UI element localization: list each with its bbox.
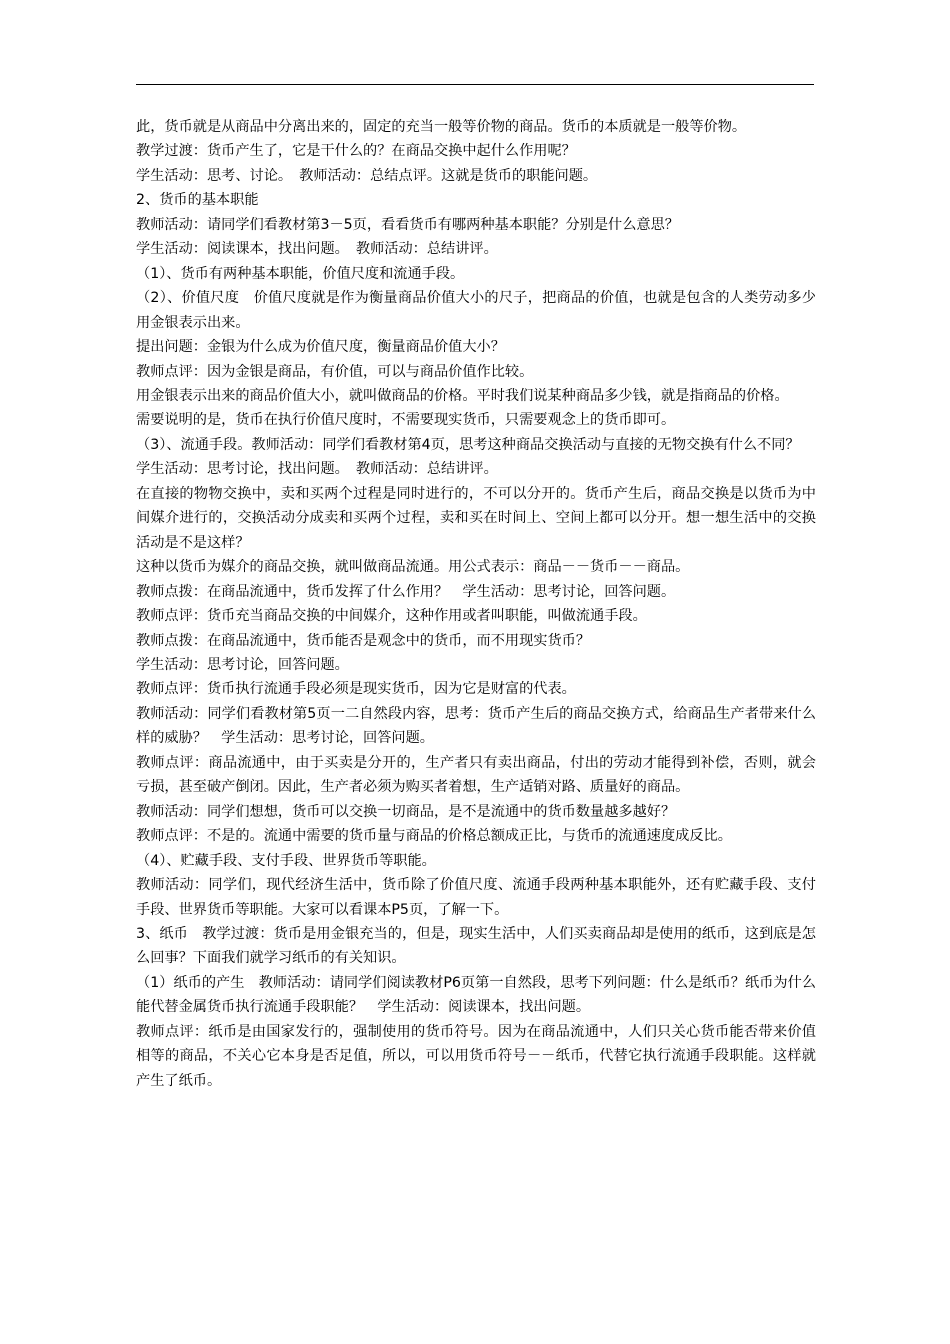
- paragraph: （4）、贮藏手段、支付手段、世界货币等职能。: [136, 852, 436, 869]
- paragraph: 教学过渡：货币产生了，它是干什么的？在商品交换中起什么作用呢？: [136, 143, 576, 160]
- paragraph: 此，货币就是从商品中分离出来的，固定的充当一般等价物的商品。货币的本质就是一般等价物。: [136, 119, 747, 135]
- paragraph: 教师活动：请同学们看教材第3－5页，看看货币有哪两种基本职能？分别是什么意思？: [136, 216, 679, 233]
- paragraph: 学生活动：阅读课本，找出问题。 教师活动：总结讲评。: [136, 241, 498, 258]
- paragraph: 教师活动：同学们，现代经济生活中，货币除了价值尺度、流通手段两种基本职能外，还有贮藏手段、支付手段、世界货币等职能。大家可以看课本P5页，了解一下。: [136, 877, 816, 918]
- paragraph: 需要说明的是，货币在执行价值尺度时，不需要现实货币，只需要观念上的货币即可。: [136, 412, 676, 429]
- paragraph: 教师点评：商品流通中，由于买卖是分开的，生产者只有卖出商品，付出的劳动才能得到补偿，否则，就会亏损，甚至破产倒闭。因此，生产者必须为购买者着想，生产适销对路、质量好的商品。: [136, 754, 816, 796]
- paragraph: 提出问题：金银为什么成为价值尺度，衡量商品价值大小？: [136, 339, 505, 356]
- paragraph: （1）纸币的产生 教师活动：请同学们阅读教材P6页第一自然段，思考下列问题：什么是纸币？纸币为什么能代替金属货币执行流通手段职能？ 学生活动：阅读课本，找出问题。: [136, 974, 816, 1016]
- section-heading: 2、货币的基本职能: [136, 192, 259, 209]
- paragraph: 在直接的物物交换中，卖和买两个过程是同时进行的，不可以分开的。货币产生后，商品交换是以货币为中间媒介进行的，交换活动分成卖和买两个过程，卖和买在时间上、空间上都可以分开。想一想生活中的交换活动是不是这样？: [136, 485, 816, 551]
- document-body: [136, 115, 816, 1093]
- paragraph: （3）、流通手段。教师活动：同学们看教材第4页，思考这种商品交换活动与直接的无物交换有什么不同？: [136, 436, 800, 453]
- header-rule: [136, 84, 814, 85]
- paragraph: （1）、货币有两种基本职能，价值尺度和流通手段。: [136, 265, 465, 282]
- paragraph: 教师点评：货币执行流通手段必须是现实货币，因为它是财富的代表。: [136, 681, 576, 698]
- paragraph: 教师点评：因为金银是商品，有价值，可以与商品价值作比较。: [136, 363, 534, 380]
- paragraph: 教师点评：不是的。流通中需要的货币量与商品的价格总额成正比，与货币的流通速度成反比。: [136, 828, 732, 845]
- paragraph: 这种以货币为媒介的商品交换，就叫做商品流通。用公式表示：商品－－货币－－商品。: [136, 559, 690, 576]
- section-heading: 3、纸币 教学过渡：货币是用金银充当的，但是，现实生活中，人们买卖商品却是使用的纸币，这到底是怎么回事？下面我们就学习纸币的有关知识。: [136, 925, 816, 967]
- paragraph: 教师点拨：在商品流通中，货币能否是观念中的货币，而不用现实货币？: [136, 632, 591, 649]
- paragraph: （2）、价值尺度 价值尺度就是作为衡量商品价值大小的尺子，把商品的价值，也就是包含的人类劳动多少用金银表示出来。: [136, 290, 816, 331]
- paragraph: 学生活动：思考讨论，回答问题。: [136, 656, 349, 673]
- paragraph: 教师点拨：在商品流通中，货币发挥了什么作用？ 学生活动：思考讨论，回答问题。: [136, 583, 676, 600]
- paragraph: 教师点评：纸币是由国家发行的，强制使用的货币符号。因为在商品流通中，人们只关心货币能否带来价值相等的商品，不关心它本身是否足值，所以，可以用货币符号－－纸币，代替它执行流通手段职能。这样就产生了纸币。: [136, 1023, 816, 1089]
- paragraph: 教师点评：货币充当商品交换的中间媒介，这种作用或者叫职能，叫做流通手段。: [136, 608, 647, 625]
- paragraph: 教师活动：同学们看教材第5页一二自然段内容，思考：货币产生后的商品交换方式，给商品生产者带来什么样的威胁？ 学生活动：思考讨论，回答问题。: [136, 705, 816, 747]
- paragraph: 学生活动：思考讨论，找出问题。 教师活动：总结讲评。: [136, 461, 498, 478]
- paragraph: 教师活动：同学们想想，货币可以交换一切商品，是不是流通中的货币数量越多越好？: [136, 803, 676, 820]
- paragraph: 学生活动：思考、讨论。 教师活动：总结点评。这就是货币的职能问题。: [136, 167, 598, 184]
- paragraph: 用金银表示出来的商品价值大小，就叫做商品的价格。平时我们说某种商品多少钱，就是指商品的价格。: [136, 387, 789, 404]
